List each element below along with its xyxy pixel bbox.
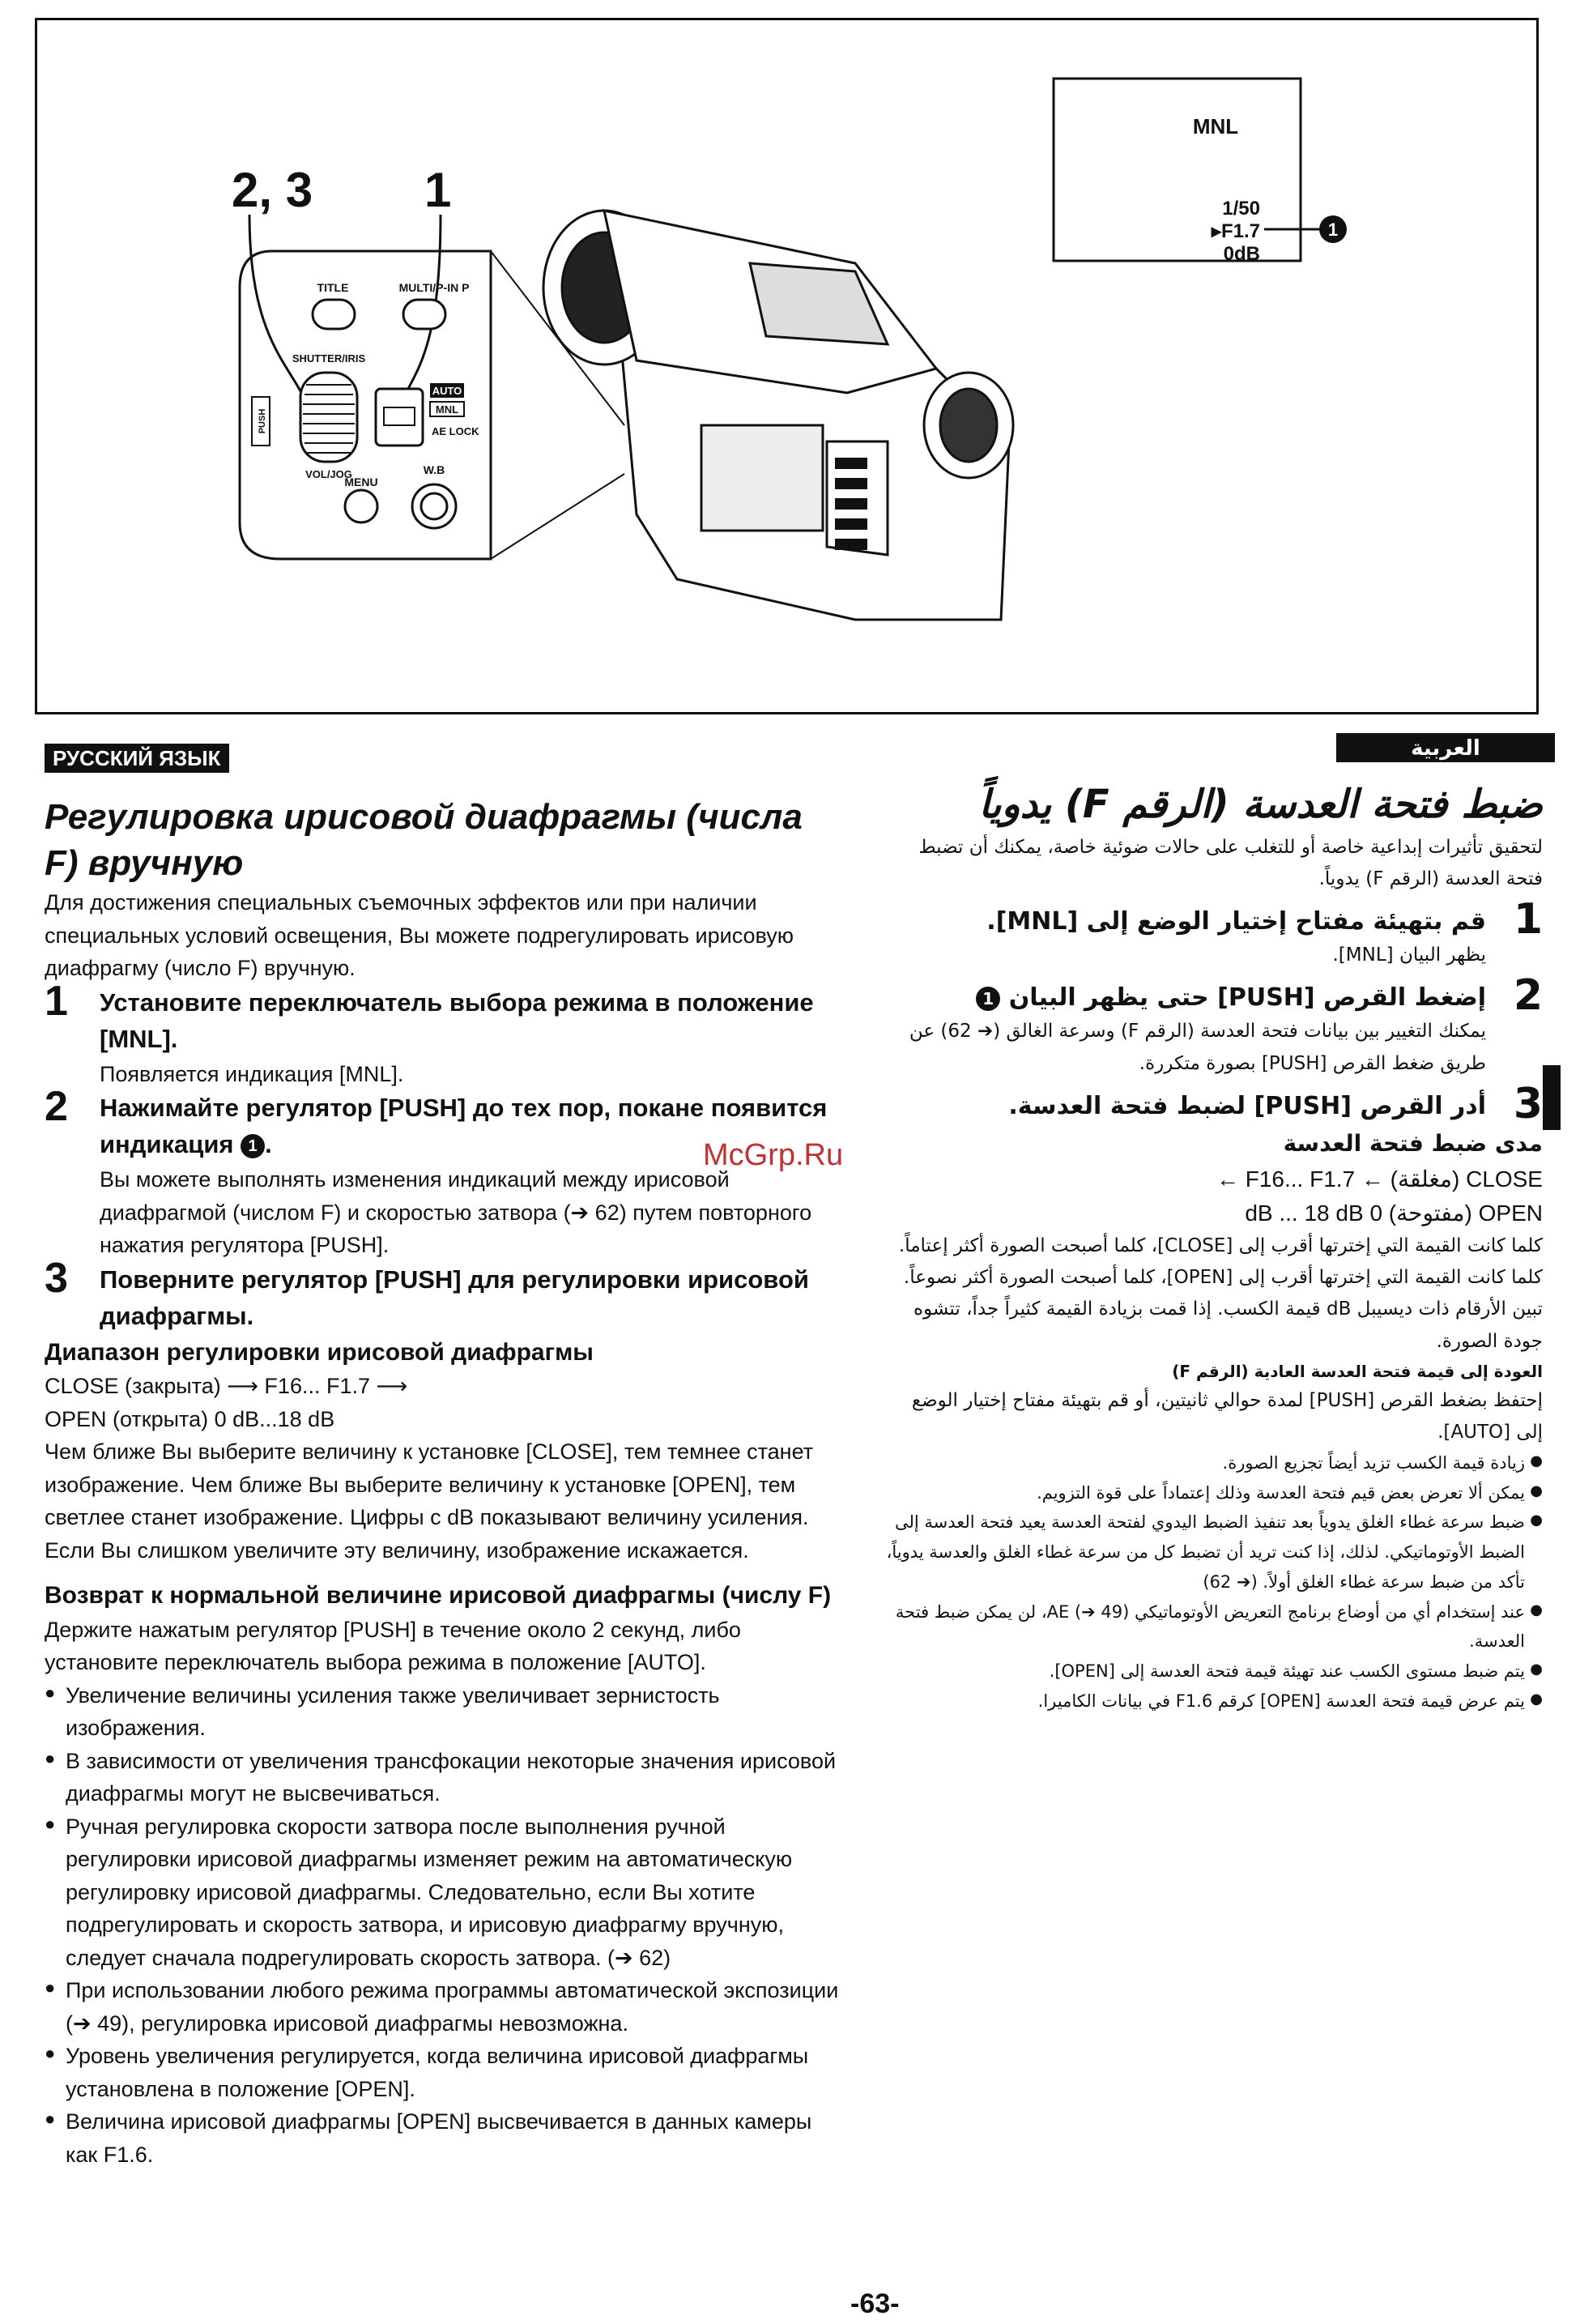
step-1-ru: 1 Установите переключатель выбора режима в положение [MNL]. Появляется индикация [MNL]. bbox=[45, 977, 814, 1086]
multi-pinp-button bbox=[403, 300, 445, 329]
range-text-ru: Чем ближе Вы выберите величину к установке [CLOSE], тем темнее станет изображение. Чем ближе Вы выберите величину к установке [OPEN], тем светлее станет изображение. Цифры с dB показывают величину усиления. Если Вы слишком увеличите эту величину, изображение искажается. bbox=[45, 1439, 814, 1563]
section-edge-marker bbox=[1543, 1065, 1561, 1130]
step-2-ru: 2 Нажимайте регулятор [PUSH] до тех пор, покане появится индикация 1 . Вы можете выполнять изменения индикаций между ирисовой диафрагмой (числом F) и скоростью затвора (➔ 62) путем повторного нажатия регулятора [PUSH]. bbox=[45, 1083, 828, 1258]
list-item: ● Величина ирисовой диафрагмы [OPEN] высвечивается в данных камеры как F1.6. bbox=[45, 2105, 842, 2171]
marker-1-icon: 1 bbox=[976, 987, 1000, 1011]
arabic-column bbox=[883, 778, 1543, 1716]
svg-text:1: 1 bbox=[1327, 220, 1339, 240]
callout-2-3: 2, 3 bbox=[232, 163, 313, 217]
return-text-ru: Держите нажатым регулятор [PUSH] в течение около 2 секунд, либо установите переключатель выбора режима в положение [AUTO]. bbox=[45, 1617, 741, 1674]
page-number: -63- bbox=[850, 2288, 900, 2319]
russian-column bbox=[45, 794, 842, 2171]
page-title-ar: ضبط فتحة العدسة (الرقم F) يدوياً bbox=[978, 782, 1543, 827]
list-item: ● При использовании любого режима программы автоматической экспозиции (➔ 49), регулировка ирисовой диафрагмы невозможна. bbox=[45, 1974, 842, 2040]
svg-text:AUTO: AUTO bbox=[432, 385, 462, 397]
display-shutter: 1/50 bbox=[1222, 198, 1260, 220]
list-item: ● يتم ضبط مستوى الكسب عند تهيئة قيمة فتحة العدسة إلى [OPEN]. bbox=[883, 1657, 1543, 1686]
tab-russian: РУССКИЙ ЯЗЫК bbox=[45, 744, 229, 773]
display-mode: MNL bbox=[1192, 114, 1239, 139]
notes-ar bbox=[883, 1448, 1543, 1716]
step-2-ar: 2 إضغط القرص [PUSH] حتى يظهر البيان 1 يمكنك التغيير بين بيانات فتحة العدسة (الرقم F) وسرعة الغالق (➔ 62) عن طريق ضغط القرص [PUSH] بصورة متكررة. bbox=[909, 971, 1543, 1074]
list-item: ● Увеличение величины усиления также увеличивает зернистость изображения. bbox=[45, 1679, 842, 1745]
push-dial bbox=[300, 373, 357, 462]
step-1-ar: 1 قم بتهيئة مفتاح إختيار الوضع إلى [MNL]. يظهر البيان [MNL]. bbox=[986, 895, 1543, 966]
range-heading-ar: مدى ضبط فتحة العدسة bbox=[1283, 1129, 1543, 1157]
return-heading-ar: العودة إلى قيمة فتحة العدسة العادية (الرقم F) bbox=[1172, 1361, 1543, 1381]
list-item: ● Ручная регулировка скорости затвора после выполнения ручной регулировки ирисовой диафрагмы изменяет режим на автоматическую регулировку ирисовой диафрагмы. Следовательно, если Вы хотите подрегулировать и скорость затвора, и ирисовую диафрагму вручную, следует сначала подрегулировать скорость затвора. (➔ 62) bbox=[45, 1810, 842, 1975]
list-item: ● زيادة قيمة الكسب تزيد أيضاً تجزيع الصورة. bbox=[883, 1448, 1543, 1478]
list-item: ● Уровень увеличения регулируется, когда величина ирисовой диафрагмы установлена в положение [OPEN]. bbox=[45, 2040, 842, 2105]
svg-text:SHUTTER/IRIS: SHUTTER/IRIS bbox=[292, 352, 366, 365]
display-gain: 0dB bbox=[1223, 243, 1260, 265]
return-text-ar: إحتفظ بضغط القرص [PUSH] لمدة حوالي ثانيتين، أو قم بتهيئة مفتاح إختيار الوضع إلى [AUTO]. bbox=[911, 1389, 1543, 1443]
intro-ru: Для достижения специальных съемочных эффектов или при наличии специальных условий освещения, Вы можете подрегулировать ирисовую диафрагму (число F) вручную. bbox=[45, 890, 794, 981]
range-heading-ru: Диапазон регулировки ирисовой диафрагмы bbox=[45, 1338, 594, 1366]
svg-text:MENU: MENU bbox=[344, 475, 378, 488]
list-item: ● عند إستخدام أي من أوضاع برنامج التعريض الأوتوماتيكي AE (➔ 49)، لن يمكن ضبط فتحة العدسة. bbox=[883, 1597, 1543, 1657]
list-item: ● ضبط سرعة غطاء الغلق يدوياً بعد تنفيذ الضبط اليدوي لفتحة العدسة يعيد فتحة العدسة إلى الضبط الأوتوماتيكي. لذلك، إذا كنت تريد أن تضبط كل من سرعة غطاء الغلق والعدسة يدوياً، تأكد من ضبط سرعة غطاء الغلق أولاً. (➔ 62) bbox=[883, 1507, 1543, 1597]
svg-text:VOL/JOG: VOL/JOG bbox=[305, 468, 352, 480]
svg-text:PUSH: PUSH bbox=[258, 408, 267, 434]
range-line-1-ru: CLOSE (закрыта) ⟶ F16... F1.7 ⟶ bbox=[45, 1374, 408, 1398]
camcorder-body bbox=[543, 211, 1013, 620]
camcorder-illustration bbox=[37, 20, 1536, 712]
list-item: ● В зависимости от увеличения трансфокации некоторые значения ирисовой диафрагмы могут не высвечиваться. bbox=[45, 1745, 842, 1810]
display-iris: ▸F1.7 bbox=[1211, 220, 1260, 242]
menu-button bbox=[345, 490, 377, 522]
return-heading-ru: Возврат к нормальной величине ирисовой диафрагмы (числу F) bbox=[45, 1582, 832, 1609]
tab-arabic: العربية bbox=[1336, 733, 1555, 762]
list-item: ● يتم عرض قيمة فتحة العدسة [OPEN] كرقم F1.6 في بيانات الكاميرا. bbox=[883, 1686, 1543, 1716]
svg-text:MNL: MNL bbox=[435, 403, 459, 416]
svg-text:AE LOCK: AE LOCK bbox=[432, 425, 479, 437]
range-line-2-ru: OPEN (открыта) 0 dB...18 dB bbox=[45, 1406, 335, 1431]
lcd-display-inset bbox=[1054, 79, 1301, 261]
range-line-1-ar: CLOSE (مغلقة) ← F16... F1.7 ← bbox=[1216, 1166, 1543, 1192]
watermark: McGrp.Ru bbox=[703, 1138, 844, 1172]
intro-ar: لتحقيق تأثيرات إبداعية خاصة أو للتغلب على حالات ضوئية خاصة، يمكنك أن تضبط فتحة العدسة (الرقم F) يدوياً. bbox=[918, 837, 1543, 890]
page-title-ru: Регулировка ирисовой диафрагмы (числа F) вручную bbox=[45, 797, 803, 884]
step-3-ru: 3 Поверните регулятор [PUSH] для регулировки ирисовой диафрагмы. bbox=[45, 1254, 809, 1330]
svg-text:MULTI/P-IN P: MULTI/P-IN P bbox=[398, 281, 470, 294]
marker-1-icon: 1 bbox=[241, 1134, 265, 1158]
range-text-2-ar: كلما كانت القيمة التي إخترتها أقرب إلى [OPEN]، كلما أصبحت الصورة أكثر نصوعاً. تبين الأرقام ذات ديسيبل dB قيمة الكسب. إذا قمت بزيادة القيمة كثيراً جداً، تتشوه جودة الصورة. bbox=[903, 1267, 1543, 1352]
notes-ru bbox=[45, 1679, 842, 2172]
list-item: ● يمكن ألا تعرض بعض قيم فتحة العدسة وذلك إعتماداً على قوة التزويم. bbox=[883, 1478, 1543, 1508]
range-line-2-ar: OPEN (مفتوحة) 0 dB ... 18 dB bbox=[1245, 1200, 1543, 1226]
title-button bbox=[313, 300, 355, 329]
range-text-1-ar: كلما كانت القيمة التي إخترتها أقرب إلى [CLOSE]، كلما أصبحت الصورة أكثر إعتاماً. bbox=[898, 1235, 1543, 1257]
svg-text:W.B: W.B bbox=[423, 463, 445, 476]
illustration-frame bbox=[35, 18, 1539, 714]
step-3-ar: 3 أدر القرص [PUSH] لضبط فتحة العدسة. bbox=[1008, 1079, 1543, 1128]
callout-1: 1 bbox=[424, 163, 452, 217]
svg-text:TITLE: TITLE bbox=[317, 281, 349, 294]
